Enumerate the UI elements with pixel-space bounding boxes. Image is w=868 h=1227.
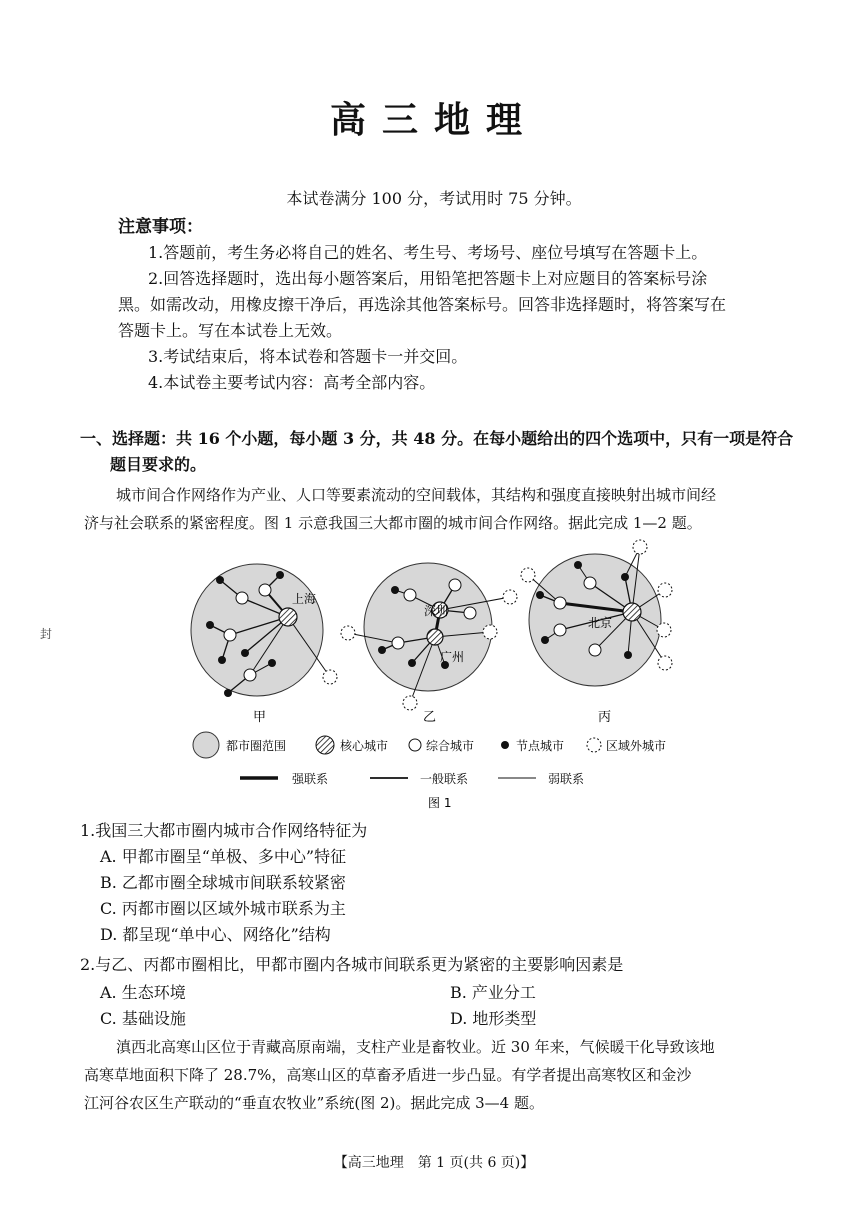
panel-bing bbox=[521, 540, 672, 725]
question-1-stem: 1.我国三大都市圈内城市合作网络特征为 bbox=[80, 821, 368, 840]
notice-item: 1.答题前，考生务必将自己的姓名、考生号、考场号、座位号填写在答题卡上。 bbox=[148, 243, 708, 262]
passage2-line1: 滇西北高寒山区位于青藏高原南端，支柱产业是畜牧业。近 30 年来，气候暖干化导致该地 bbox=[116, 1038, 715, 1056]
legend-core: 核心城市 bbox=[340, 739, 389, 753]
metro-area-jia bbox=[191, 564, 323, 696]
question-2-option-a: A. 生态环境 bbox=[100, 983, 186, 1002]
legend-metro: 都市圈范围 bbox=[226, 739, 287, 753]
section-heading-line1: 一、选择题：共 16 个小题，每小题 3 分，共 48 分。在每小题给出的四个选项中，只有一项是符合 bbox=[80, 429, 794, 448]
question-2-option-d: D. 地形类型 bbox=[450, 1009, 537, 1028]
notice-item-cont: 黑。如需改动，用橡皮擦干净后，再选涂其他答案标号。回答非选择题时，将答案写在 bbox=[118, 295, 727, 314]
question-1-option-a: A. 甲都市圈呈“单极、多中心”特征 bbox=[100, 847, 347, 866]
legend-external: 区域外城市 bbox=[606, 739, 667, 753]
notice-item: 2.回答选择题时，选出每小题答案后，用铅笔把答题卡上对应题目的答案标号涂 bbox=[148, 269, 708, 288]
question-1-option-c: C. 丙都市圈以区域外城市联系为主 bbox=[100, 899, 346, 918]
core-city-beijing bbox=[623, 603, 641, 621]
core-city-shanghai bbox=[279, 608, 297, 626]
panel-label-bing: 丙 bbox=[598, 710, 612, 725]
notice-heading: 注意事项： bbox=[118, 217, 203, 237]
panel-label-yi: 乙 bbox=[423, 710, 437, 725]
passage1-line2: 济与社会联系的紧密程度。图 1 示意我国三大都市圈的城市间合作网络。据此完成 1—2 题。 bbox=[84, 514, 702, 532]
section-heading-line2: 题目要求的。 bbox=[110, 455, 207, 474]
figure-1-network-diagram bbox=[170, 535, 710, 815]
question-2-stem: 2.与乙、丙都市圈相比，甲都市圈内各城市间联系更为紧密的主要影响因素是 bbox=[80, 955, 624, 974]
page-title: 高三地理 bbox=[329, 99, 538, 141]
metro-area-yi bbox=[364, 563, 492, 691]
passage2-line2: 高寒草地面积下降了 28.7%，高寒山区的草畜矛盾进一步凸显。有学者提出高寒牧区和金沙 bbox=[84, 1066, 692, 1084]
question-1-option-b: B. 乙都市圈全球城市间联系较紧密 bbox=[100, 873, 346, 892]
city-label-shenzhen: 深圳 bbox=[424, 604, 449, 618]
city-label-beijing: 北京 bbox=[588, 616, 613, 630]
panel-label-jia: 甲 bbox=[253, 710, 267, 725]
legend-strong: 强联系 bbox=[292, 772, 329, 786]
section-heading bbox=[80, 426, 800, 478]
external-city bbox=[323, 670, 337, 684]
legend-comprehensive: 综合城市 bbox=[426, 739, 475, 753]
city-label-guangzhou: 广州 bbox=[440, 650, 465, 664]
legend-general: 一般联系 bbox=[420, 772, 469, 786]
figure-caption: 图 1 bbox=[428, 796, 452, 810]
passage2-line3: 江河谷农区生产联动的“垂直农牧业”系统(图 2)。据此完成 3—4 题。 bbox=[84, 1094, 544, 1112]
panel-yi bbox=[341, 563, 517, 725]
page-footer: 【高三地理 第 1 页(共 6 页)】 bbox=[333, 1155, 535, 1171]
notice-item-cont: 答题卡上。写在本试卷上无效。 bbox=[118, 321, 343, 340]
legend-weak: 弱联系 bbox=[548, 772, 585, 786]
core-city-guangzhou bbox=[427, 629, 443, 645]
city-label-shanghai: 上海 bbox=[292, 592, 317, 606]
exam-info: 本试卷满分 100 分，考试用时 75 分钟。 bbox=[286, 189, 582, 208]
question-2-option-c: C. 基础设施 bbox=[100, 1009, 186, 1028]
legend bbox=[193, 732, 666, 786]
notice-item: 3.考试结束后，将本试卷和答题卡一并交回。 bbox=[148, 347, 468, 366]
passage1-line1: 城市间合作网络作为产业、人口等要素流动的空间载体，其结构和强度直接映射出城市间经 bbox=[116, 486, 717, 504]
notice-item: 4.本试卷主要考试内容：高考全部内容。 bbox=[148, 373, 436, 392]
panel-jia bbox=[191, 564, 337, 725]
binding-margin-mark: 封 bbox=[40, 627, 53, 641]
question-1-option-d: D. 都呈现“单中心、网络化”结构 bbox=[100, 925, 331, 944]
question-2-option-b: B. 产业分工 bbox=[450, 983, 536, 1002]
legend-node: 节点城市 bbox=[516, 739, 565, 753]
